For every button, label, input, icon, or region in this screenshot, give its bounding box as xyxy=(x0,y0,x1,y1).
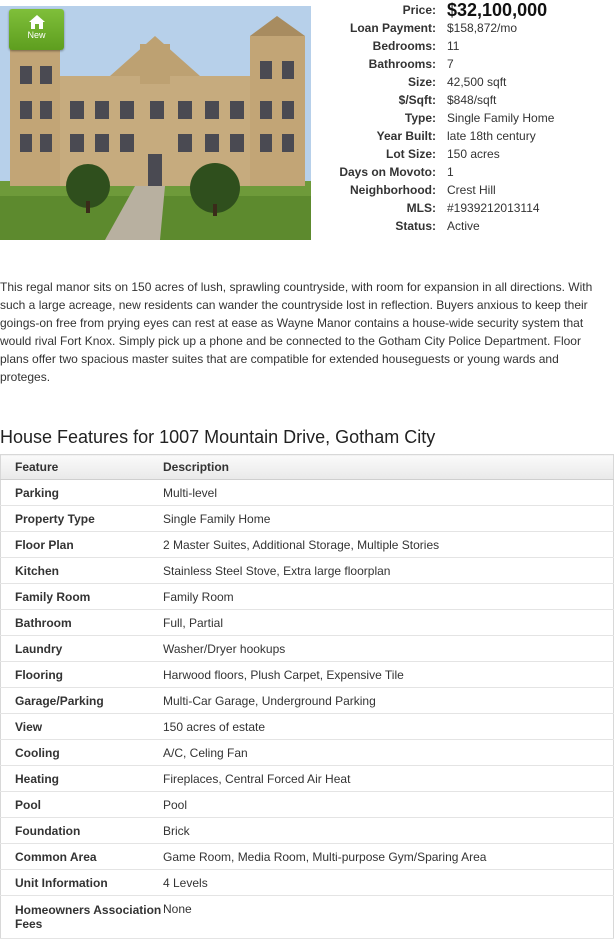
feature-name: Foundation xyxy=(1,818,164,844)
spec-row xyxy=(320,181,616,199)
spec-row xyxy=(320,19,616,37)
table-row xyxy=(1,740,614,766)
feature-description: Family Room xyxy=(163,584,614,610)
table-row xyxy=(1,584,614,610)
spec-value: 1 xyxy=(447,165,454,179)
spec-value: 150 acres xyxy=(447,147,500,161)
spec-row xyxy=(320,91,616,109)
spec-label: Bathrooms: xyxy=(368,57,436,71)
feature-name: Garage/Parking xyxy=(1,688,164,714)
feature-name: Laundry xyxy=(1,636,164,662)
feature-name: Floor Plan xyxy=(1,532,164,558)
spec-label: Year Built: xyxy=(376,129,436,143)
table-row xyxy=(1,844,614,870)
spec-row xyxy=(320,55,616,73)
table-row xyxy=(1,480,614,506)
spec-label: Bedrooms: xyxy=(372,39,436,53)
feature-description: Stainless Steel Stove, Extra large floorplan xyxy=(163,558,614,584)
spec-value: $848/sqft xyxy=(447,93,497,107)
property-description: This regal manor sits on 150 acres of lush, sprawling countryside, with room for expansion in all directions. With such a large acreage, new residents can wander the countryside lost in reflection. Buyers anxious to keep their goings-on free from prying eyes can rest at ease as Wayne Manor contains a house-wide security system that would rival Fort Knox. Simply pick up a phone and be connected to the Gotham City Police Department. Floor plans offer two spacious master suites that are compatible for extended houseguests or young wards and proteges. xyxy=(0,280,593,384)
spec-label: Neighborhood: xyxy=(350,183,436,197)
price-value: $32,100,000 xyxy=(447,0,548,20)
spec-value: 7 xyxy=(447,57,454,71)
spec-value: Single Family Home xyxy=(447,111,555,125)
feature-column-header: Feature xyxy=(1,455,164,480)
table-row xyxy=(1,636,614,662)
feature-name: Common Area xyxy=(1,844,164,870)
feature-description: Washer/Dryer hookups xyxy=(163,636,614,662)
feature-name: Flooring xyxy=(1,662,164,688)
spec-label: Days on Movoto: xyxy=(339,165,436,179)
feature-description: Single Family Home xyxy=(163,506,614,532)
table-row xyxy=(1,506,614,532)
table-row xyxy=(1,610,614,636)
features-header-row xyxy=(1,455,614,480)
house-icon xyxy=(28,14,46,30)
feature-name: Heating xyxy=(1,766,164,792)
feature-description: Harwood floors, Plush Carpet, Expensive Tile xyxy=(163,662,614,688)
property-photo[interactable] xyxy=(0,6,311,240)
spec-value: $158,872/mo xyxy=(447,21,518,35)
spec-label: Size: xyxy=(407,75,436,89)
spec-value: Active xyxy=(447,219,480,233)
spec-label: Type: xyxy=(404,111,436,125)
feature-description: 2 Master Suites, Additional Storage, Multiple Stories xyxy=(163,532,614,558)
spec-label: Status: xyxy=(395,219,436,233)
new-badge-label: New xyxy=(27,30,46,40)
spec-value: late 18th century xyxy=(447,129,536,143)
spec-row xyxy=(320,217,616,235)
feature-description: 4 Levels xyxy=(163,870,614,896)
spec-row xyxy=(320,109,616,127)
feature-name: Property Type xyxy=(1,506,164,532)
table-row xyxy=(1,688,614,714)
feature-name: Bathroom xyxy=(1,610,164,636)
table-row xyxy=(1,792,614,818)
feature-name: Kitchen xyxy=(1,558,164,584)
feature-description: A/C, Celing Fan xyxy=(163,740,614,766)
spec-row xyxy=(320,163,616,181)
feature-description: 150 acres of estate xyxy=(163,714,614,740)
features-table xyxy=(0,454,614,939)
feature-description: Fireplaces, Central Forced Air Heat xyxy=(163,766,614,792)
feature-description: Game Room, Media Room, Multi-purpose Gym/Sparing Area xyxy=(163,844,614,870)
spec-value: Crest Hill xyxy=(447,183,496,197)
table-row xyxy=(1,896,614,939)
table-row xyxy=(1,714,614,740)
feature-description: Multi-level xyxy=(163,480,614,506)
features-title: House Features for 1007 Mountain Drive, Gotham City xyxy=(0,427,436,447)
new-badge xyxy=(9,9,64,50)
table-row xyxy=(1,532,614,558)
spec-row xyxy=(320,1,616,19)
feature-name: Unit Information xyxy=(1,870,164,896)
table-row xyxy=(1,558,614,584)
spec-row xyxy=(320,199,616,217)
feature-name: Cooling xyxy=(1,740,164,766)
spec-label: Price: xyxy=(402,3,436,17)
description-column-header: Description xyxy=(163,455,614,480)
feature-name: Homeowners Association Fees xyxy=(1,896,164,939)
spec-row xyxy=(320,73,616,91)
spec-value: 42,500 sqft xyxy=(447,75,507,89)
feature-name: View xyxy=(1,714,164,740)
feature-description: None xyxy=(163,896,614,939)
spec-row xyxy=(320,127,616,145)
table-row xyxy=(1,766,614,792)
spec-label: $/Sqft: xyxy=(398,93,436,107)
feature-name: Family Room xyxy=(1,584,164,610)
table-row xyxy=(1,870,614,896)
spec-label: Lot Size: xyxy=(386,147,436,161)
table-row xyxy=(1,818,614,844)
feature-description: Brick xyxy=(163,818,614,844)
spec-label: Loan Payment: xyxy=(349,21,436,35)
feature-description: Pool xyxy=(163,792,614,818)
spec-row xyxy=(320,37,616,55)
spec-value: #1939212013114 xyxy=(447,201,540,215)
feature-description: Full, Partial xyxy=(163,610,614,636)
feature-name: Pool xyxy=(1,792,164,818)
table-row xyxy=(1,662,614,688)
feature-name: Parking xyxy=(1,480,164,506)
spec-label: MLS: xyxy=(406,201,436,215)
spec-row xyxy=(320,145,616,163)
feature-description: Multi-Car Garage, Underground Parking xyxy=(163,688,614,714)
spec-value: 11 xyxy=(447,39,460,53)
